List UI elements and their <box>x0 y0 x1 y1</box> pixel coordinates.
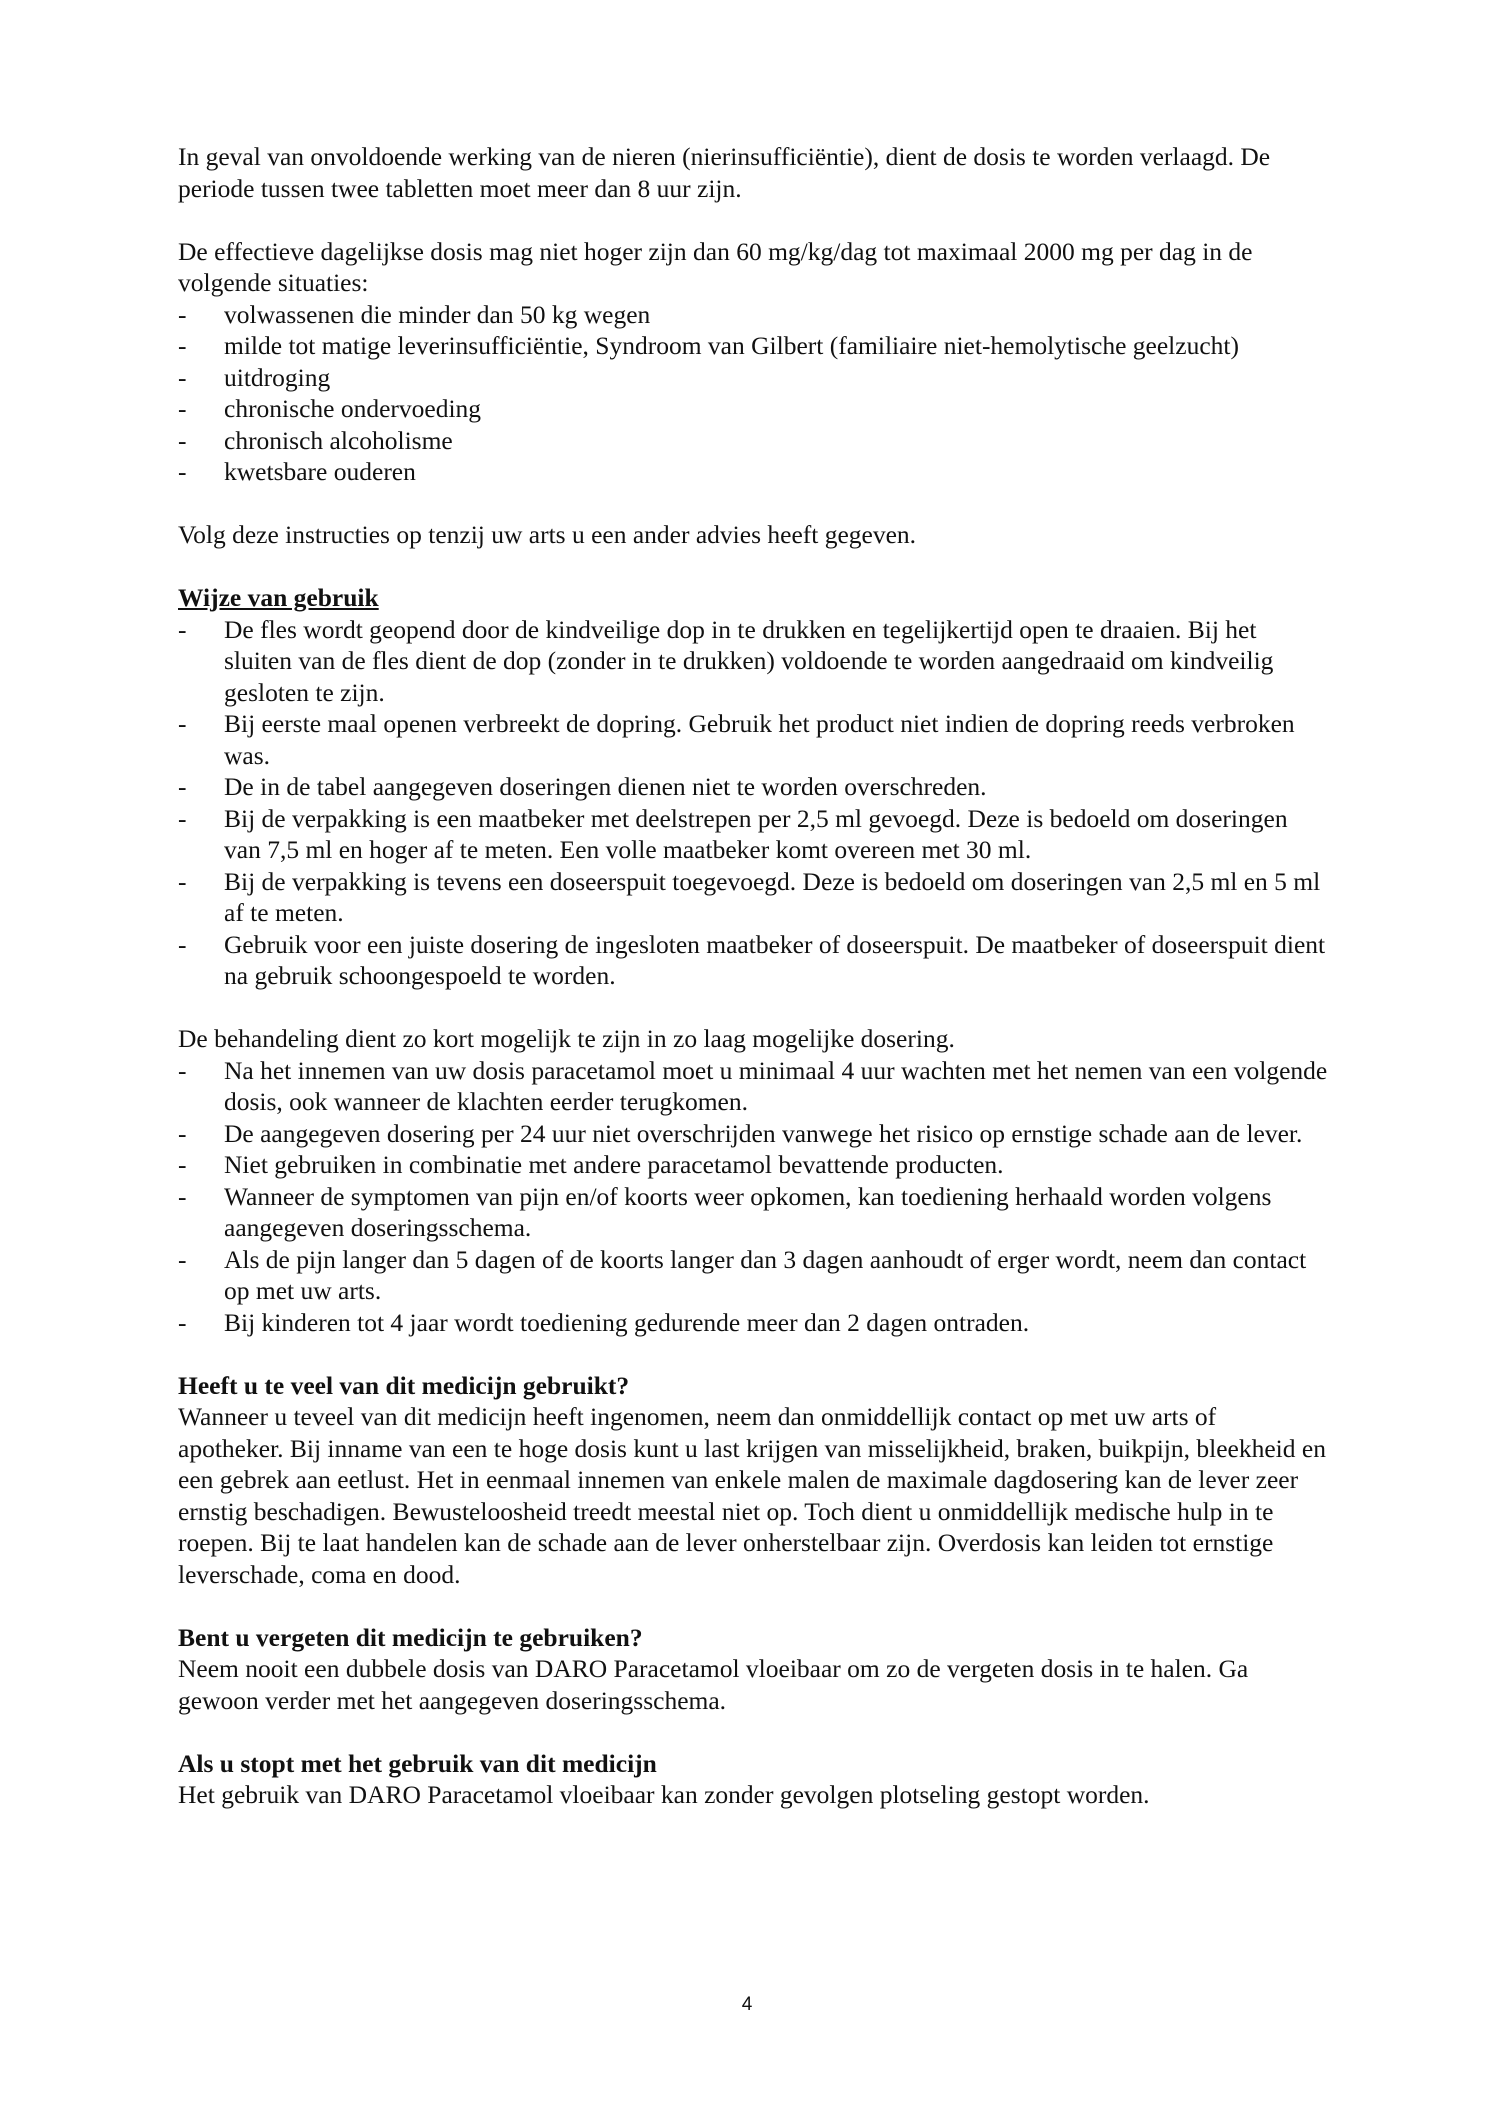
list-item: - chronische ondervoeding <box>178 394 482 423</box>
usage-list <box>178 614 1328 992</box>
usage-heading: Wijze van gebruik <box>178 583 379 612</box>
list-dash: - <box>178 1307 187 1337</box>
overdose-text: Wanneer u teveel van dit medicijn heeft ingenomen, neem dan onmiddellijk contact op met uw arts of apotheker. Bij inname van een te hoge dosis kunt u last krijgen van misselijkheid, braken, buikpijn, bleekheid en een gebrek aan eetlust. Het in eenmaal innemen van enkele malen de maximale dagdosering kan de lever zeer ernstig beschadigen. Bewusteloosheid treedt meestal niet op. Toch dient u onmiddellijk medische hulp in te roepen. Bij te laat handelen kan de schade aan de lever onherstelbaar zijn. Overdosis kan leiden tot ernstige leverschade, coma en dood. <box>178 1402 1326 1589</box>
list-dash: - <box>178 299 187 329</box>
list-dash: - <box>178 425 187 455</box>
list-item: - kwetsbare ouderen <box>178 457 416 486</box>
list-item: - De fles wordt geopend door de kindveilige dop in te drukken en tegelijkertijd open te draaien. Bij het sluiten van de fles dient de dop (zonder in te drukken) voldoende te worden aangedraaid om kindveilig gesloten te zijn. <box>178 614 1274 707</box>
list-dash: - <box>178 929 187 959</box>
list-item: - De in de tabel aangegeven doseringen dienen niet te worden overschreden. <box>178 772 987 801</box>
list-dash: - <box>178 709 187 738</box>
forgotten-heading: Bent u vergeten dit medicijn te gebruiken? <box>178 1622 643 1652</box>
list-dash: - <box>178 331 187 360</box>
stopping-heading: Als u stopt met het gebruik van dit medicijn <box>178 1748 657 1778</box>
list-item: - De aangegeven dosering per 24 uur niet overschrijden vanwege het risico op ernstige schade aan de lever. <box>178 1118 1303 1148</box>
list-dash: - <box>178 772 187 801</box>
list-dash: - <box>178 362 187 392</box>
list-item: - milde tot matige leverinsufficiëntie, Syndroom van Gilbert (familiaire niet-hemolytische geelzucht) <box>178 331 1239 360</box>
list-item: - Gebruik voor een juiste dosering de ingesloten maatbeker of doseerspuit. De maatbeker of doseerspuit dient na gebruik schoongespoeld te worden. <box>178 929 1326 990</box>
list-item: - Niet gebruiken in combinatie met andere paracetamol bevattende producten. <box>178 1150 1004 1179</box>
list-dash: - <box>178 1118 187 1148</box>
page-number: 4 <box>741 1994 753 2015</box>
list-dash: - <box>178 1181 187 1211</box>
list-dash: - <box>178 1150 187 1179</box>
list-dash: - <box>178 1244 187 1274</box>
list-item: - Wanneer de symptomen van pijn en/of koorts weer opkomen, kan toediening herhaald worden volgens aangegeven doseringsschema. <box>178 1181 1272 1242</box>
list-item: - Bij de verpakking is tevens een doseerspuit toegevoegd. Deze is bedoeld om doseringen van 2,5 ml en 5 ml af te meten. <box>178 866 1321 927</box>
list-item: - Na het innemen van uw dosis paracetamol moet u minimaal 4 uur wachten met het nemen van een volgende dosis, ook wanneer de klachten eerder terugkomen. <box>178 1055 1328 1116</box>
list-dash: - <box>178 614 187 644</box>
list-item: - Bij kinderen tot 4 jaar wordt toediening gedurende meer dan 2 dagen ontraden. <box>178 1307 1030 1337</box>
kidney-paragraph: In geval van onvoldoende werking van de nieren (nierinsufficiëntie), dient de dosis te worden verlaagd. De periode tussen twee tabletten moet meer dan 8 uur zijn. <box>178 142 1271 203</box>
treatment-intro: De behandeling dient zo kort mogelijk te zijn in zo laag mogelijke dosering. <box>178 1024 955 1053</box>
max-dose-paragraph: De effectieve dagelijkse dosis mag niet hoger zijn dan 60 mg/kg/dag tot maximaal 2000 mg per dag in de volgende situaties: <box>178 236 1253 297</box>
list-item: - chronisch alcoholisme <box>178 425 453 455</box>
overdose-heading: Heeft u te veel van dit medicijn gebruikt? <box>178 1370 630 1400</box>
list-dash: - <box>178 866 187 896</box>
treatment-list <box>178 1055 1328 1339</box>
stopping-text: Het gebruik van DARO Paracetamol vloeibaar kan zonder gevolgen plotseling gestopt worden. <box>178 1780 1150 1809</box>
list-item: - Als de pijn langer dan 5 dagen of de koorts langer dan 3 dagen aanhoudt of erger wordt, neem dan contact op met uw arts. <box>178 1244 1307 1305</box>
list-dash: - <box>178 394 187 423</box>
list-dash: - <box>178 457 187 486</box>
list-item: - Bij de verpakking is een maatbeker met deelstrepen per 2,5 ml gevoegd. Deze is bedoeld om doseringen van 7,5 ml en hoger af te meten. Een volle maatbeker komt overeen met 30 ml. <box>178 803 1288 864</box>
situations-list <box>178 299 1328 488</box>
document-page <box>178 141 1328 1811</box>
instructions-note: Volg deze instructies op tenzij uw arts u een ander advies heeft gegeven. <box>178 520 917 549</box>
list-dash: - <box>178 803 187 833</box>
list-dash: - <box>178 1055 187 1085</box>
list-item: - volwassenen die minder dan 50 kg wegen <box>178 299 651 329</box>
forgotten-text: Neem nooit een dubbele dosis van DARO Paracetamol vloeibaar om zo de vergeten dosis in te halen. Ga gewoon verder met het aangegeven doseringsschema. <box>178 1654 1249 1715</box>
list-item: - uitdroging <box>178 362 331 392</box>
list-item: - Bij eerste maal openen verbreekt de dopring. Gebruik het product niet indien de dopring reeds verbroken was. <box>178 709 1295 770</box>
